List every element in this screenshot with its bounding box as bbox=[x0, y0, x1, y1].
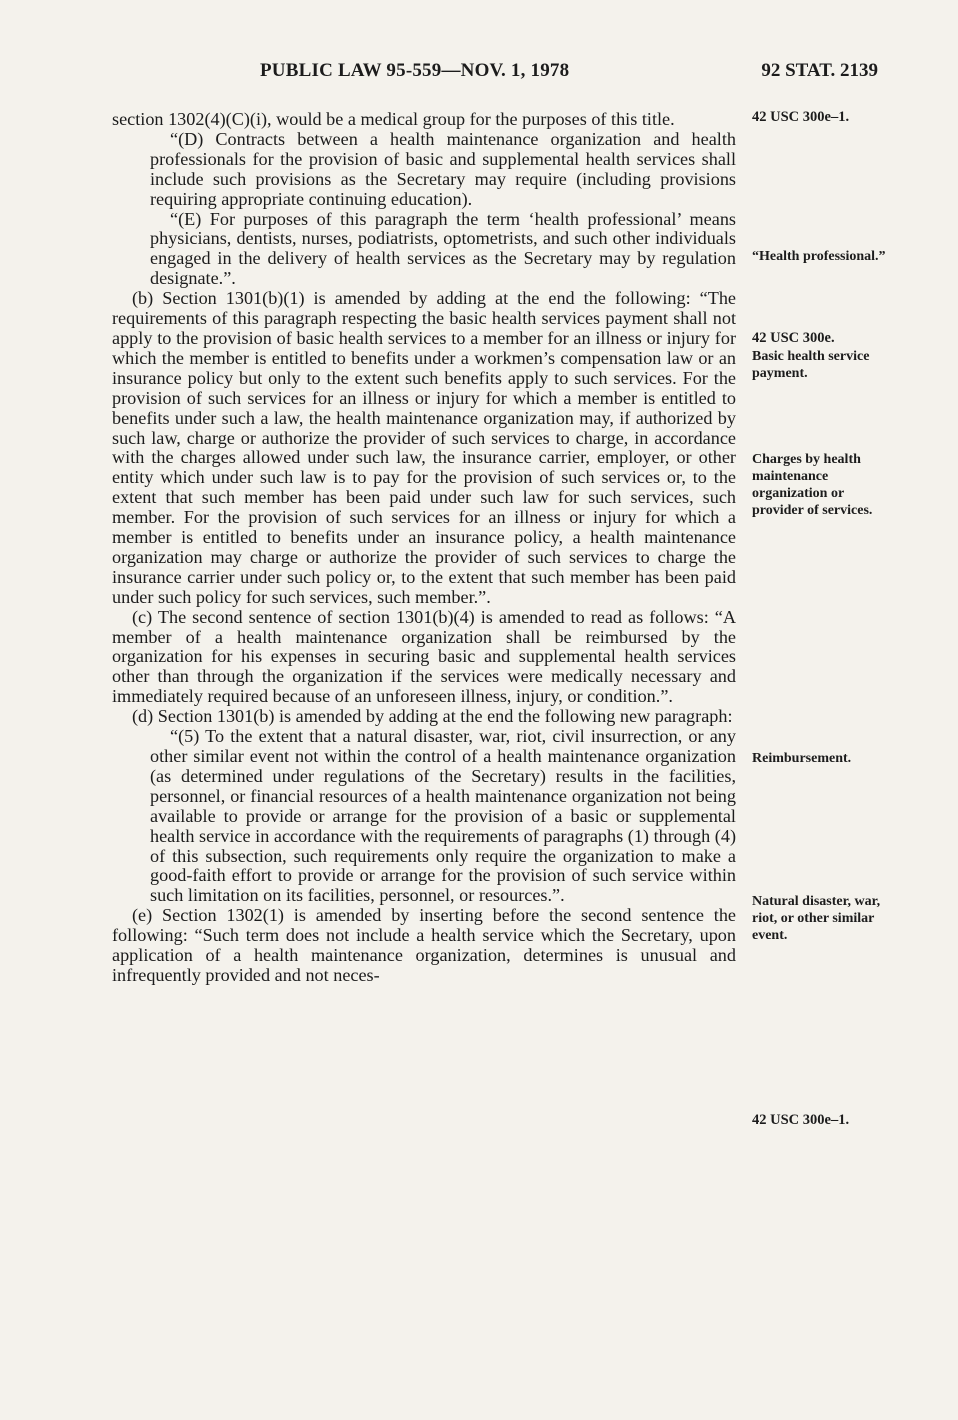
margin-note-reimbursement: Reimbursement. bbox=[752, 751, 852, 766]
margin-note-citation: 42 USC 300e–1. bbox=[752, 109, 850, 125]
paragraph-continuation: section 1302(4)(C)(i), would be a medical group for the purposes of this title. bbox=[112, 109, 675, 129]
margin-note-citation: 42 USC 300e. bbox=[752, 330, 835, 346]
paragraph-section-d: (d) Section 1301(b) is amended by adding at the end the following new paragraph: bbox=[132, 706, 733, 727]
law-title: PUBLIC LAW 95-559—NOV. 1, 1978 bbox=[260, 60, 570, 81]
margin-note-citation: 42 USC 300e–1. bbox=[752, 1112, 850, 1128]
margin-note-charges: Charges by health maintenance organization or provider of services. bbox=[752, 452, 873, 518]
paragraph-section-e: (e) Section 1302(1) is amended by inserting before the second sentence the following: “Such term does not include a health service which the Secretary, upon application of a health maintenance organization, determines is unusual and infrequently provided and not neces- bbox=[112, 905, 736, 985]
body-text bbox=[112, 110, 736, 986]
statute-reference: 92 STAT. 2139 bbox=[761, 60, 878, 81]
paragraph-subsection-d: “(D) Contracts between a health maintenance organization and health professionals for the provision of basic and supplemental health services shall include such provisions as the Secretary may require (including provisions requiring appropriate continuing education). bbox=[150, 128, 736, 209]
paragraph-section-b: (b) Section 1301(b)(1) is amended by adding at the end the following: “The requirements of this paragraph respecting the basic health services payment shall not apply to the provision of basic health services to a member for an illness or injury for which the member is entitled to benefits under a workmen’s compensation law or an insurance policy but only to the extent such benefits apply to such services. For the provision of such services for an illness or injury for which a member is entitled to benefits under such a law, the health maintenance organization may, if authorized by such law, charge or authorize the provider of such services to charge, in accordance with the charges allowed under such law, the insurance carrier, employer, or other entity which under such law is to pay for the provision of such services or, to the extent that such member has been paid under such law for such services, such member. For the provision of such services for an illness or injury for which a member is entitled to benefits under an insurance policy, a health maintenance organization may charge or authorize the provider of such services to charge the insurance carrier under such policy or, to the extent that such member has been paid under such policy for such services, such member.”. bbox=[112, 288, 736, 607]
margin-note-natural-disaster: Natural disaster, war, riot, or other similar event. bbox=[752, 894, 881, 943]
paragraph-section-c: (c) The second sentence of section 1301(b)(4) is amended to read as follows: “A member of a health maintenance organization shall be reimbursed by the organization for his expenses in securing basic and supplemental health services other than through the organization if the services were medically necessary and immediately required because of an unforeseen illness, injury, or condition.”. bbox=[112, 606, 736, 707]
margin-note-basic-health-payment: Basic health service payment. bbox=[752, 349, 870, 381]
paragraph-subsection-5: “(5) To the extent that a natural disaster, war, riot, civil insurrection, or any other similar event not within the control of a health maintenance organization (as determined under regulations of the Secretary) results in the facilities, personnel, or financial resources of a health maintenance organization not being available to provide or arrange for the provision of a basic or supplemental health service in accordance with the requirements of paragraphs (1) through (4) of this subsection, such requirements only require the organization to make a good-faith effort to provide or arrange for the provision of such service within such limitation on its facilities, personnel, or resources.”. bbox=[150, 726, 736, 906]
page-header bbox=[112, 60, 882, 88]
margin-note-health-professional: “Health professional.” bbox=[752, 249, 886, 264]
paragraph-subsection-e: “(E) For purposes of this paragraph the term ‘health professional’ means physicians, dentists, nurses, podiatrists, optometrists, and such other individuals engaged in the delivery of health services as the Secretary may by regulation designate.”. bbox=[150, 208, 736, 289]
